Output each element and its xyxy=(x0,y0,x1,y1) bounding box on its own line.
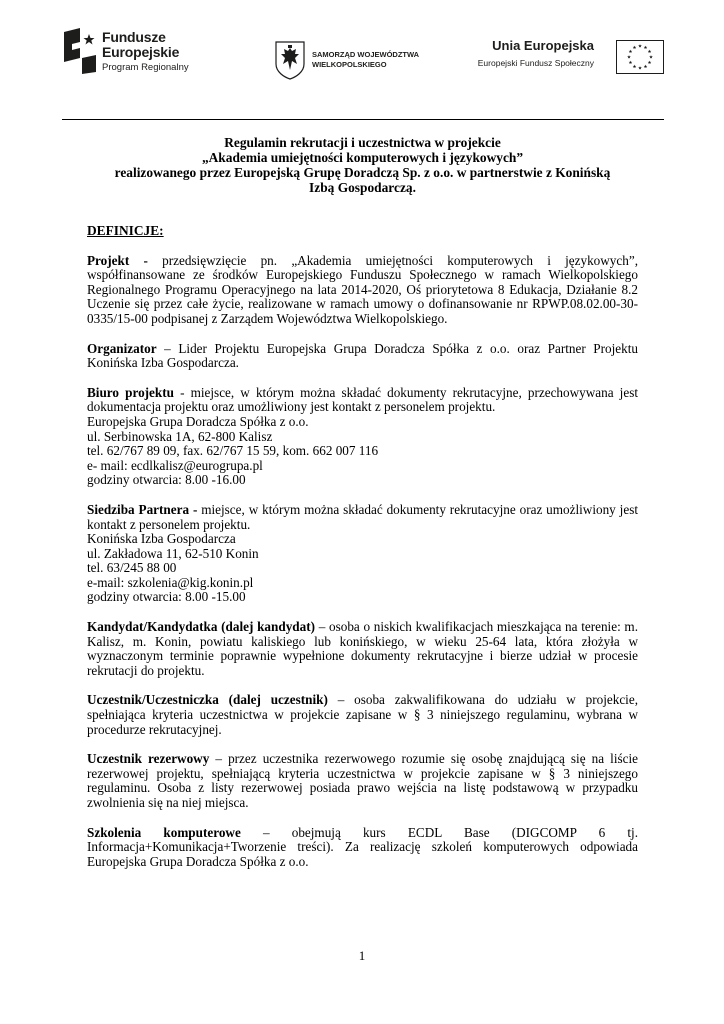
sw-logo-line2: WIELKOPOLSKIEGO xyxy=(312,60,387,69)
fe-logo-line2: Europejskie xyxy=(102,44,180,60)
definition-biuro-projektu xyxy=(87,386,638,488)
biuro-address-line: ul. Serbinowska 1A, 62-800 Kalisz xyxy=(87,428,273,444)
definition-kandydat-text: – osoba o niskich kwalifikacjach mieszkająca na terenie: m. Kalisz, m. Konin, powiatu kaliskiego lub konińskiego, w wieku 25-64 lata, która złożyła w wyznaczonym terminie poprawnie wypełnione dokumenty rekrutacyjne i bierze udział w procesie rekrutacji do projektu. xyxy=(87,619,638,678)
definition-uczestnik xyxy=(87,693,638,737)
title-line-3: realizowanego przez Europejską Grupę Doradczą Sp. z o.o. w partnerstwie z Konińską xyxy=(114,165,611,180)
title-line-2: „Akademia umiejętności komputerowych i językowych” xyxy=(201,150,524,165)
term-organizator: Organizator xyxy=(87,340,157,356)
biuro-address-line: Europejska Grupa Doradcza Spółka z o.o. xyxy=(87,413,309,429)
eagle-crest-icon xyxy=(274,40,306,80)
siedziba-hours: godziny otwarcia: 8.00 -15.00 xyxy=(87,589,246,605)
term-projekt: Projekt - xyxy=(87,252,148,268)
biuro-address-line: tel. 62/767 89 09, fax. 62/767 15 59, kom. 662 007 116 xyxy=(87,443,379,459)
samorzad-wojewodztwa-logo xyxy=(274,40,424,82)
fundusze-europejskie-logo xyxy=(62,28,212,84)
unia-europejska-logo xyxy=(466,38,666,82)
biuro-email: e- mail: ecdlkalisz@eurogrupa.pl xyxy=(87,457,263,473)
definition-szkolenia-text: – obejmują kurs ECDL Base (DIGCOMP 6 tj. Informacja+Komunikacja+Tworzenie treści). Za realizację szkoleń komputerowych odpowiada Europejska Grupa Doradcza Spółka z o.o. xyxy=(87,824,638,869)
document-title xyxy=(87,135,638,195)
document-body xyxy=(87,135,638,884)
fe-logo-line1: Fundusze xyxy=(102,29,166,45)
definition-siedziba-partnera xyxy=(87,503,638,605)
title-line-1: Regulamin rekrutacji i uczestnictwa w projekcie xyxy=(224,135,501,150)
term-uczestnik: Uczestnik/Uczestniczka (dalej uczestnik) xyxy=(87,692,328,708)
ue-logo-subtitle: Europejski Fundusz Społeczny xyxy=(477,58,594,68)
definition-uczestnik-rezerwowy xyxy=(87,752,638,810)
definition-siedziba-text: miejsce, w którym można składać dokumenty rekrutacyjne oraz umożliwiony jest kontakt z personelem projektu. xyxy=(87,501,638,532)
definition-rezerwowy-text: – przez uczestnika rezerwowego rozumie się osobę znajdującą się na liście rezerwowej projektu, spełniającą kryteria uczestnictwa w projekcie zapisane w § 3 niniejszego regulaminu. Osoba z listy rezerwowej posiada prawo wejścia na listę podstawową w przypadku zwolnienia się na niej miejsca. xyxy=(87,751,638,810)
page-number: 1 xyxy=(358,948,366,963)
term-uczestnik-rezerwowy: Uczestnik rezerwowy xyxy=(87,751,210,767)
siedziba-address-line: Konińska Izba Gospodarcza xyxy=(87,531,236,547)
ue-logo-title: Unia Europejska xyxy=(492,38,594,53)
definition-biuro-text: - miejsce, w którym można składać dokumenty rekrutacyjne, przechowywana jest dokumentacja projektu oraz umożliwiony jest kontakt z personelem projektu. xyxy=(87,384,638,415)
eu-flag-icon xyxy=(616,40,664,74)
definition-organizator-text: – Lider Projektu Europejska Grupa Doradcza Spółka z o.o. oraz Partner Projektu Konińska Izba Gospodarcza. xyxy=(87,340,638,371)
definition-uczestnik-text: – osoba zakwalifikowana do udziału w projekcie, spełniająca kryteria uczestnictwa w projekcie zapisane w § 3 niniejszego regulaminu, wybrana w procedurze rekrutacyjnej. xyxy=(87,692,638,737)
term-biuro-projektu: Biuro projektu xyxy=(87,384,174,400)
siedziba-address-line: tel. 63/245 88 00 xyxy=(87,560,177,576)
term-kandydat: Kandydat/Kandydatka (dalej kandydat) xyxy=(87,619,315,635)
fe-logo-line3: Program Regionalny xyxy=(102,62,189,73)
fundusze-europejskie-icon xyxy=(62,28,98,74)
siedziba-email: e-mail: szkolenia@kig.konin.pl xyxy=(87,574,254,590)
definition-projekt-text: przedsięwzięcie pn. „Akademia umiejętności komputerowych i językowych”, współfinansowane ze środków Europejskiego Funduszu Społecznego w ramach Wielkopolskiego Regionalnego Programu Operacyjnego na lata 2014-2020, Oś priorytetowa 8 Edukacja, Działanie 8.2 Uczenie się przez całe życie, realizowane w ramach umowy o dofinansowanie nr RPWP.08.02.00-30-0335/15-00 podpisanej z Zarządem Województwa Wielkopolskiego. xyxy=(87,252,638,326)
header-divider xyxy=(62,119,664,120)
definition-kandydat xyxy=(87,620,638,678)
sw-logo-line1: SAMORZĄD WOJEWÓDZTWA xyxy=(312,50,420,59)
term-szkolenia-komputerowe: Szkolenia komputerowe xyxy=(87,824,241,840)
definition-projekt xyxy=(87,254,638,327)
section-heading-definicje: DEFINICJE: xyxy=(87,223,164,238)
title-line-4: Izbą Gospodarczą. xyxy=(309,180,416,195)
term-siedziba-partnera: Siedziba Partnera - xyxy=(87,501,198,517)
siedziba-address-line: ul. Zakładowa 11, 62-510 Konin xyxy=(87,545,259,561)
biuro-hours: godziny otwarcia: 8.00 -16.00 xyxy=(87,472,246,488)
definition-szkolenia-komputerowe xyxy=(87,826,638,870)
definition-organizator xyxy=(87,342,638,371)
